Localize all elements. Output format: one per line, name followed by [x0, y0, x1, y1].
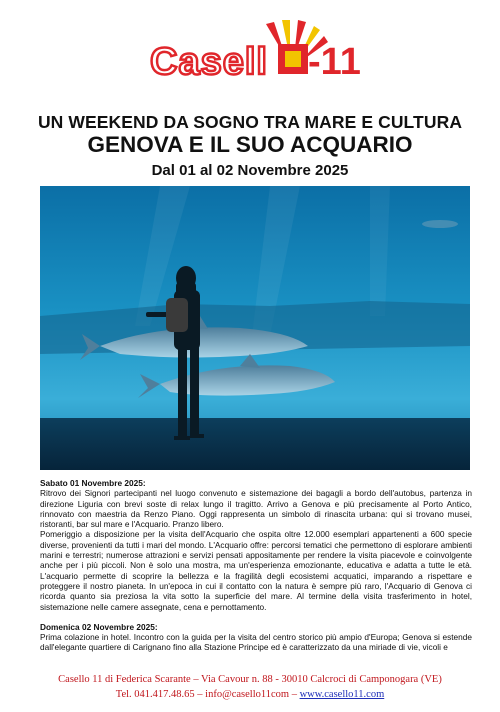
headline-tagline: UN WEEKEND DA SOGNO TRA MARE E CULTURA — [37, 112, 463, 132]
footer-address: Casello 11 di Federica Scarante – Via Cavour n. 88 - 30010 Calcroci di Camponogara (VE) — [58, 674, 442, 685]
day1-paragraph-2: Pomeriggio a disposizione per la visita dell'Acquario che ospita oltre 12.000 esemplari appartenenti a 600 specie diverse, provenienti da tutti i mari del mondo. L'Acquario offre: percorsi tematici che permettono di esplorare ambienti marini e terrestri; numerose attrazioni e servizi pensati appositamente per rendere la visita piacevole e coinvolgente anche per i più piccoli. Non è solo una mostra, ma un'esperienza emozionante, educativa e adatta a tutte le età. L'acquario permette di scoprire la bellezza e la fragilità degli ecosistemi acquatici, imparando a rispettare e proteggere il nostro pianeta. In un'epoca in cui il contatto con la natura è sempre più raro, l'Acquario di Genova ci ricorda quanto sia preziosa la vita sotto la superficie del mare. Al termine della visita trasferimento in hotel, sistemazione nelle camere assegnate, cena e pernottamento. — [40, 529, 472, 612]
aquarium-photo — [40, 186, 470, 470]
itinerary-text — [40, 478, 472, 653]
day1-paragraph-1: Ritrovo dei Signori partecipanti nel luogo convenuto e sistemazione dei bagagli a bordo dell'autobus, partenza in direzione Liguria con brevi soste di relax lungo il tragitto. Arrivo a Genova e più precisamente al Porto Antico, rinnovato con maestria da Renzo Piano. Oggi rappresenta un simbolo di rinascita urbana: qui si trovano musei, ristoranti, bar sul mare e l'Acquario. Pranzo libero. — [40, 488, 472, 530]
footer-contacts — [0, 689, 500, 700]
svg-text:-11: -11 — [308, 41, 361, 80]
casello11-logo — [148, 18, 368, 80]
day2-paragraph-1: Prima colazione in hotel. Incontro con la guida per la visita del centro storico più ampio d'Europa; Genova si estende dall'elegante quartiere di Carignano fino alla Stazione Principe ed è caratterizzato da una miriade di vie, vicoli e — [40, 632, 472, 653]
footer-contact-text: Tel. 041.417.48.65 – info@casello11com – — [115, 689, 300, 700]
logo-graphic — [148, 18, 368, 80]
website-link[interactable]: www.casello11.com — [299, 689, 385, 700]
day1-title: Sabato 01 Novembre 2025: — [40, 478, 146, 488]
day2-title: Domenica 02 Novembre 2025: — [40, 621, 158, 632]
headline-title: GENOVA E IL SUO ACQUARIO — [87, 132, 413, 157]
svg-text:Casell: Casell — [150, 41, 268, 80]
headline-dates: Dal 01 al 02 Novembre 2025 — [151, 162, 349, 179]
